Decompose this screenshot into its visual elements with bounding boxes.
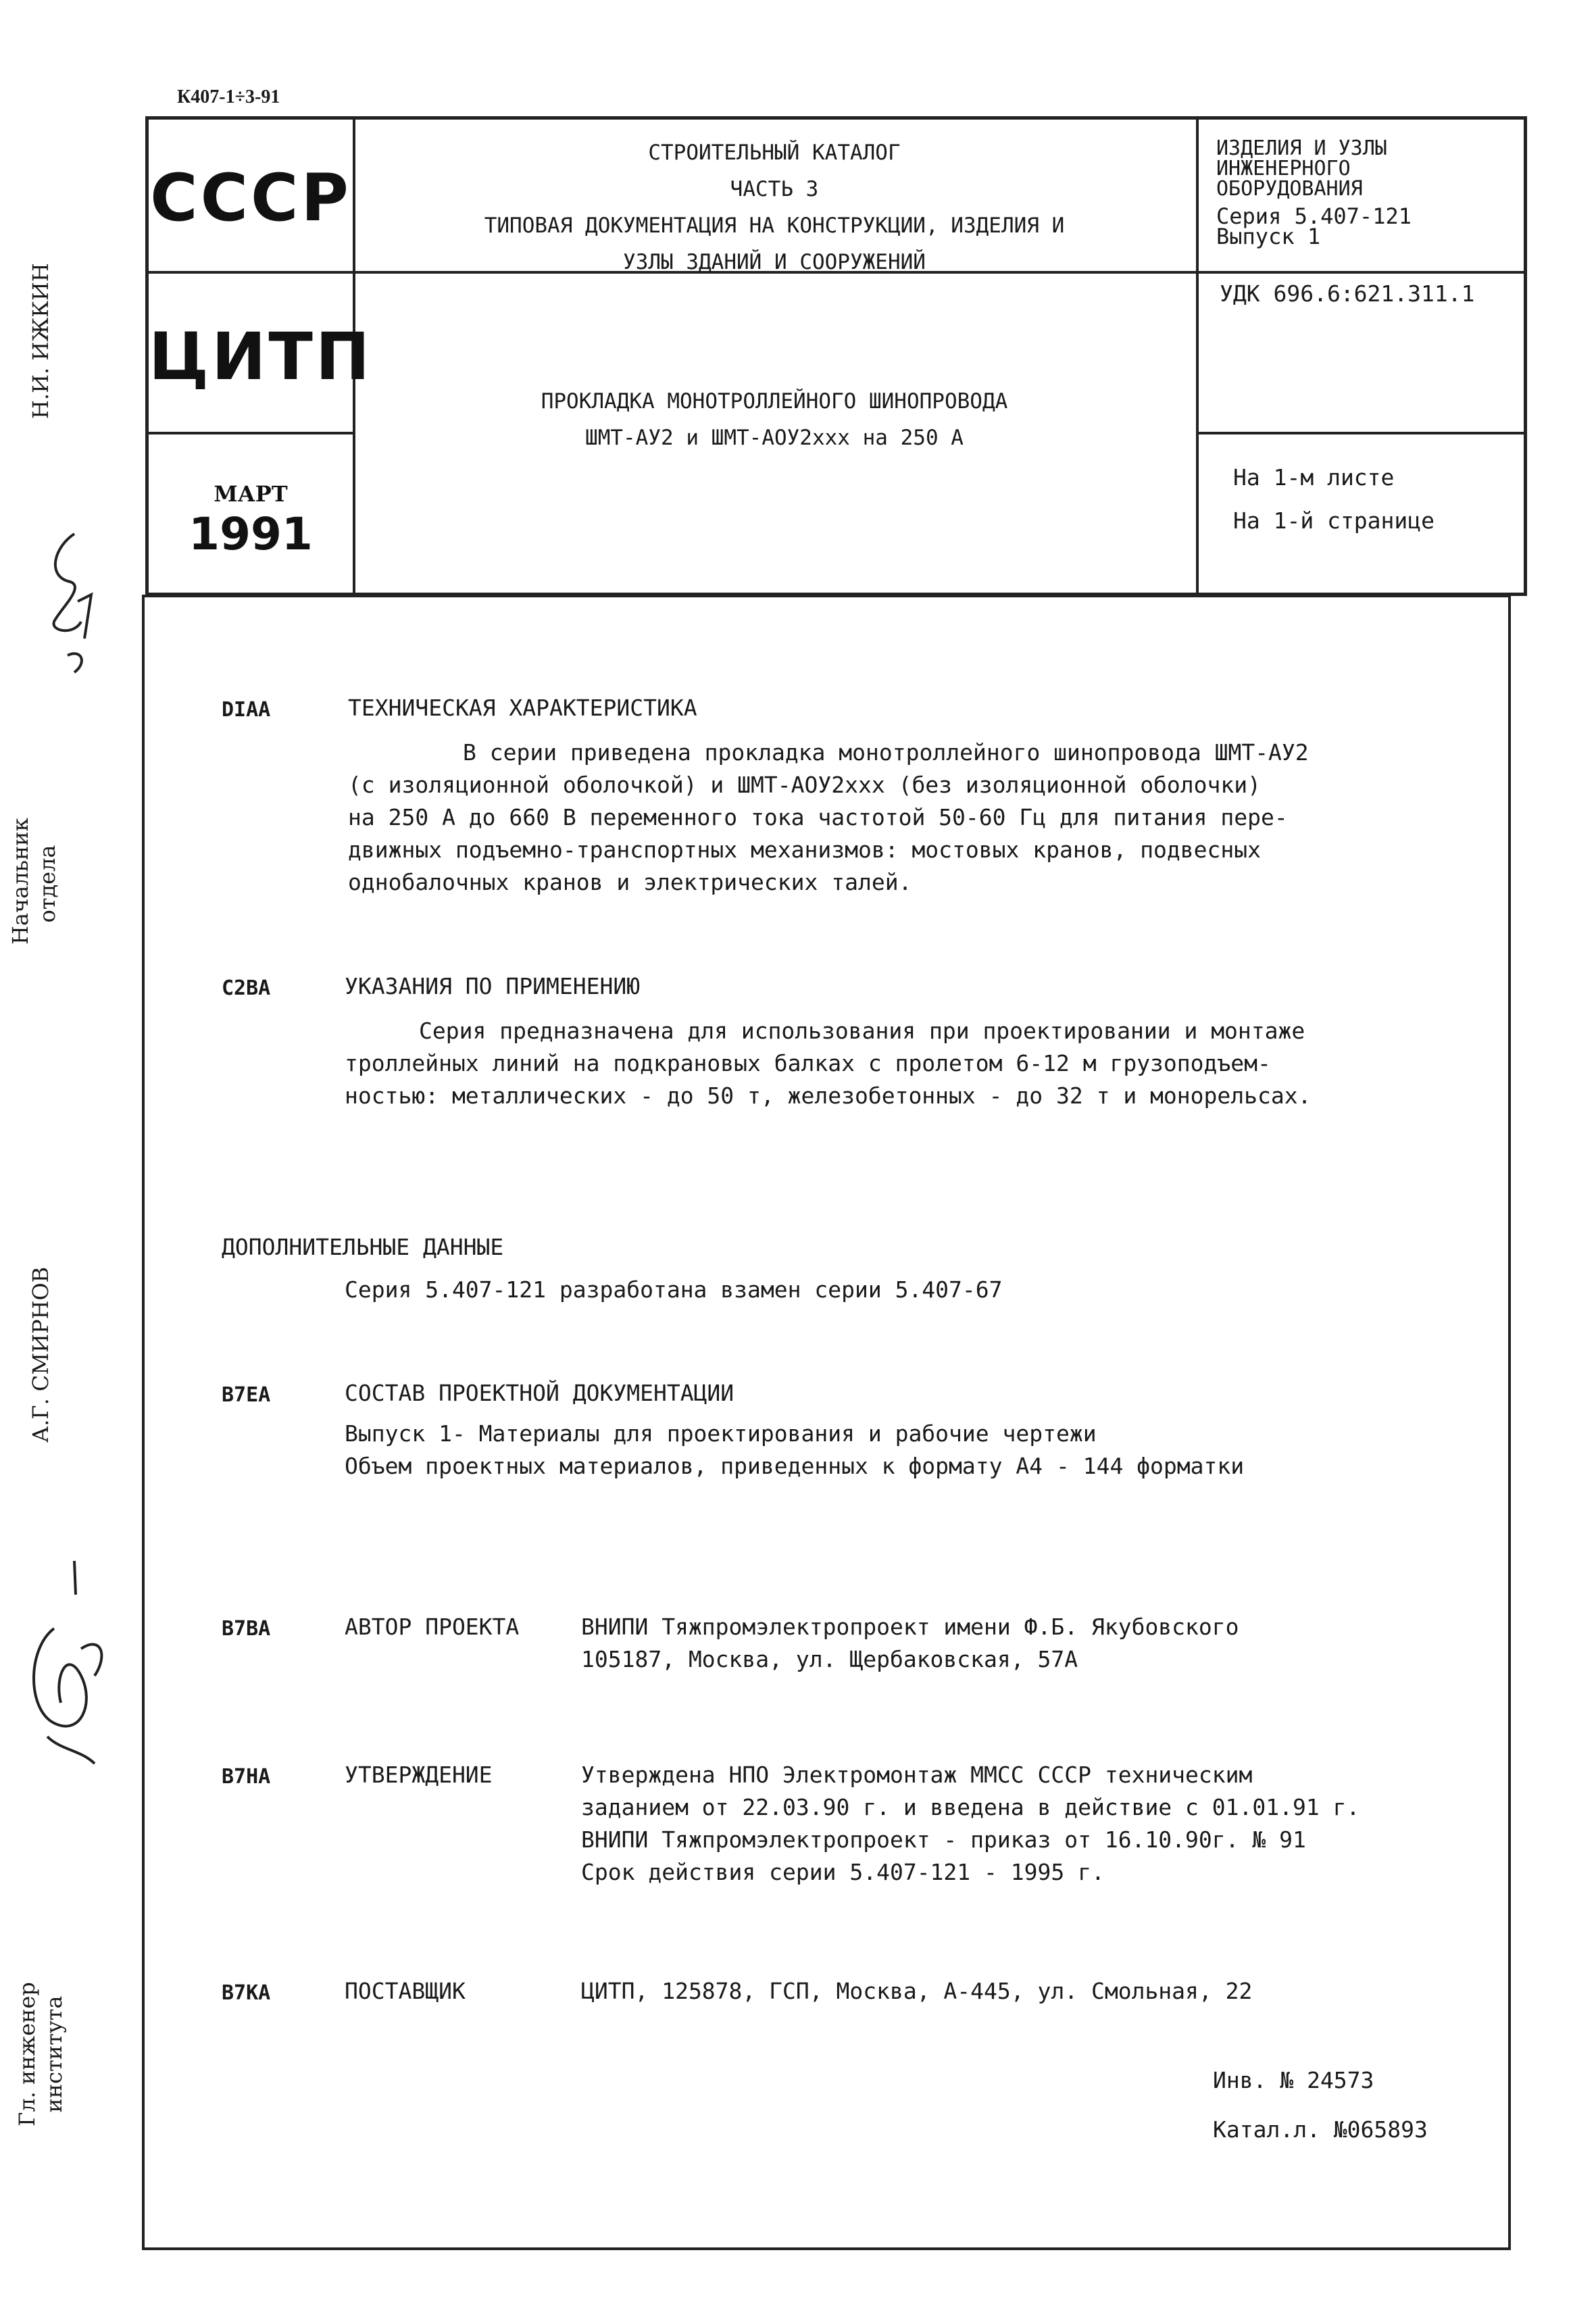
org-citp: ЦИТП: [149, 319, 373, 395]
issue-line: Выпуск 1: [1216, 224, 1321, 249]
text-line: 105187, Москва, ул. Щербаковская, 57А: [581, 1646, 1078, 1672]
signature-1: [27, 520, 108, 682]
header-divider-right: [1196, 120, 1199, 593]
catalog-line: СТРОИТЕЛЬНЫЙ КАТАЛОГ: [648, 141, 901, 165]
section-title-supplier: ПОСТАВЩИК: [345, 1978, 466, 2004]
section-title-usage: УКАЗАНИЯ ПО ПРИМЕНЕНИЮ: [345, 973, 641, 999]
catalog-sheet-number: Катал.л. №065893: [1213, 2116, 1428, 2143]
text-line: однобалочных кранов и электрических талей.: [348, 869, 912, 895]
catalog-line: ТИПОВАЯ ДОКУМЕНТАЦИЯ НА КОНСТРУКЦИИ, ИЗДЕЛИЯ И: [484, 214, 1065, 238]
section-body-approval: [581, 1759, 1360, 1889]
approver-role-1: [7, 818, 61, 945]
header-rule-left-1: [149, 271, 353, 274]
section-body-extra: Серия 5.407-121 разработана взамен серии 5.407-67: [345, 1276, 1003, 1303]
text-line: (с изоляционной оболочкой) и ШМТ-АОУ2ххх (без изоляционной оболочки): [348, 772, 1262, 798]
text-line: Утверждена НПО Электромонтаж ММСС СССР техническим: [581, 1762, 1253, 1788]
release-month: МАРТ: [214, 481, 288, 507]
category-block: [1216, 136, 1412, 249]
text-line: Объем проектных материалов, приведенных к формату А4 - 144 форматки: [345, 1453, 1245, 1479]
text-line: движных подъемно-транспортных механизмов: мостовых кранов, подвесных: [348, 837, 1262, 863]
header-rule-left-2: [149, 432, 353, 434]
title-line: ПРОКЛАДКА МОНОТРОЛЛЕЙНОГО ШИНОПРОВОДА: [541, 389, 1008, 414]
role-line: института: [41, 1995, 67, 2113]
text-line: на 250 А до 660 В переменного тока частотой 50-60 Гц для питания пере-: [348, 804, 1288, 830]
text-line: ВНИПИ Тяжпромэлектропроект имени Ф.Б. Якубовского: [581, 1614, 1239, 1640]
header-rule-right-2: [1196, 432, 1524, 434]
section-code-supplier: B7KA: [222, 1981, 271, 2005]
text-line: заданием от 22.03.90 г. и введена в действие с 01.01.91 г.: [581, 1794, 1360, 1820]
text-line: ВНИПИ Тяжпромэлектропроект - приказ от 16.10.90г. № 91: [581, 1826, 1306, 1853]
text-line: Серия предназначена для использования при проектировании и монтаже: [419, 1018, 1305, 1044]
header-block: [145, 116, 1527, 596]
role-line: Гл. инженер: [14, 1982, 40, 2126]
section-title-tech: ТЕХНИЧЕСКАЯ ХАРАКТЕРИСТИКА: [348, 695, 697, 721]
section-title-approval: УТВЕРЖДЕНИЕ: [345, 1762, 493, 1788]
inventory-number: Инв. № 24573: [1213, 2067, 1374, 2093]
section-title-extra: ДОПОЛНИТЕЛЬНЫЕ ДАННЫЕ: [222, 1234, 504, 1260]
section-code-author: B7BA: [222, 1617, 271, 1641]
series-line: Серия 5.407-121: [1216, 203, 1412, 229]
section-body-supplier: ЦИТП, 125878, ГСП, Москва, А-445, ул. Смольная, 22: [581, 1978, 1253, 2004]
document-code: К407-1÷3-91: [177, 86, 280, 107]
udk-code: УДК 696.6:621.311.1: [1220, 280, 1475, 307]
text-line: Срок действия серии 5.407-121 - 1995 г.: [581, 1859, 1105, 1885]
section-code-approval: B7HA: [222, 1765, 271, 1789]
category-line: ОБОРУДОВАНИЯ: [1216, 177, 1363, 201]
category-line: ИНЖЕНЕРНОГО: [1216, 157, 1351, 180]
release-year: 1991: [189, 508, 313, 560]
role-line: Начальник: [7, 818, 33, 945]
section-body-author: [581, 1611, 1239, 1676]
section-title-author: АВТОР ПРОЕКТА: [345, 1614, 520, 1640]
section-body-tech: [348, 737, 1443, 899]
role-line: отдела: [34, 845, 60, 923]
catalog-line: ЧАСТЬ 3: [730, 177, 819, 201]
catalog-heading: [353, 134, 1196, 280]
signature-2: [14, 1547, 115, 1804]
section-body-usage: [345, 1015, 1453, 1112]
section-body-composition: [345, 1418, 1244, 1483]
section-code-composition: B7EA: [222, 1383, 271, 1407]
approver-name-2: А.Г. СМИРНОВ: [28, 1266, 53, 1443]
approver-name-1: Н.И. ИЖКИН: [28, 263, 53, 419]
text-line: троллейных линий на подкрановых балках с пролетом 6-12 м грузоподъем-: [345, 1050, 1271, 1076]
org-ussr: СССР: [150, 160, 351, 236]
catalog-line: УЗЛЫ ЗДАНИЙ И СООРУЖЕНИЙ: [623, 250, 926, 274]
title-line: ШМТ-АУ2 и ШМТ-АОУ2ххх на 250 А: [585, 426, 964, 450]
text-line: Выпуск 1- Материалы для проектирования и рабочие чертежи: [345, 1420, 1097, 1447]
document-title: [353, 383, 1196, 456]
page-count: На 1-й странице: [1233, 507, 1435, 534]
category-line: ИЗДЕЛИЯ И УЗЛЫ: [1216, 136, 1387, 160]
sheet-count: На 1-м листе: [1233, 464, 1395, 491]
section-title-composition: СОСТАВ ПРОЕКТНОЙ ДОКУМЕНТАЦИИ: [345, 1380, 734, 1406]
section-code-usage: C2BA: [222, 976, 271, 1000]
text-line: В серии приведена прокладка монотроллейного шинопровода ШМТ-АУ2: [463, 739, 1309, 766]
approver-role-2: [14, 1980, 68, 2129]
section-code-tech: DIAA: [222, 698, 271, 722]
text-line: ностью: металлических - до 50 т, железобетонных - до 32 т и монорельсах.: [345, 1082, 1312, 1109]
